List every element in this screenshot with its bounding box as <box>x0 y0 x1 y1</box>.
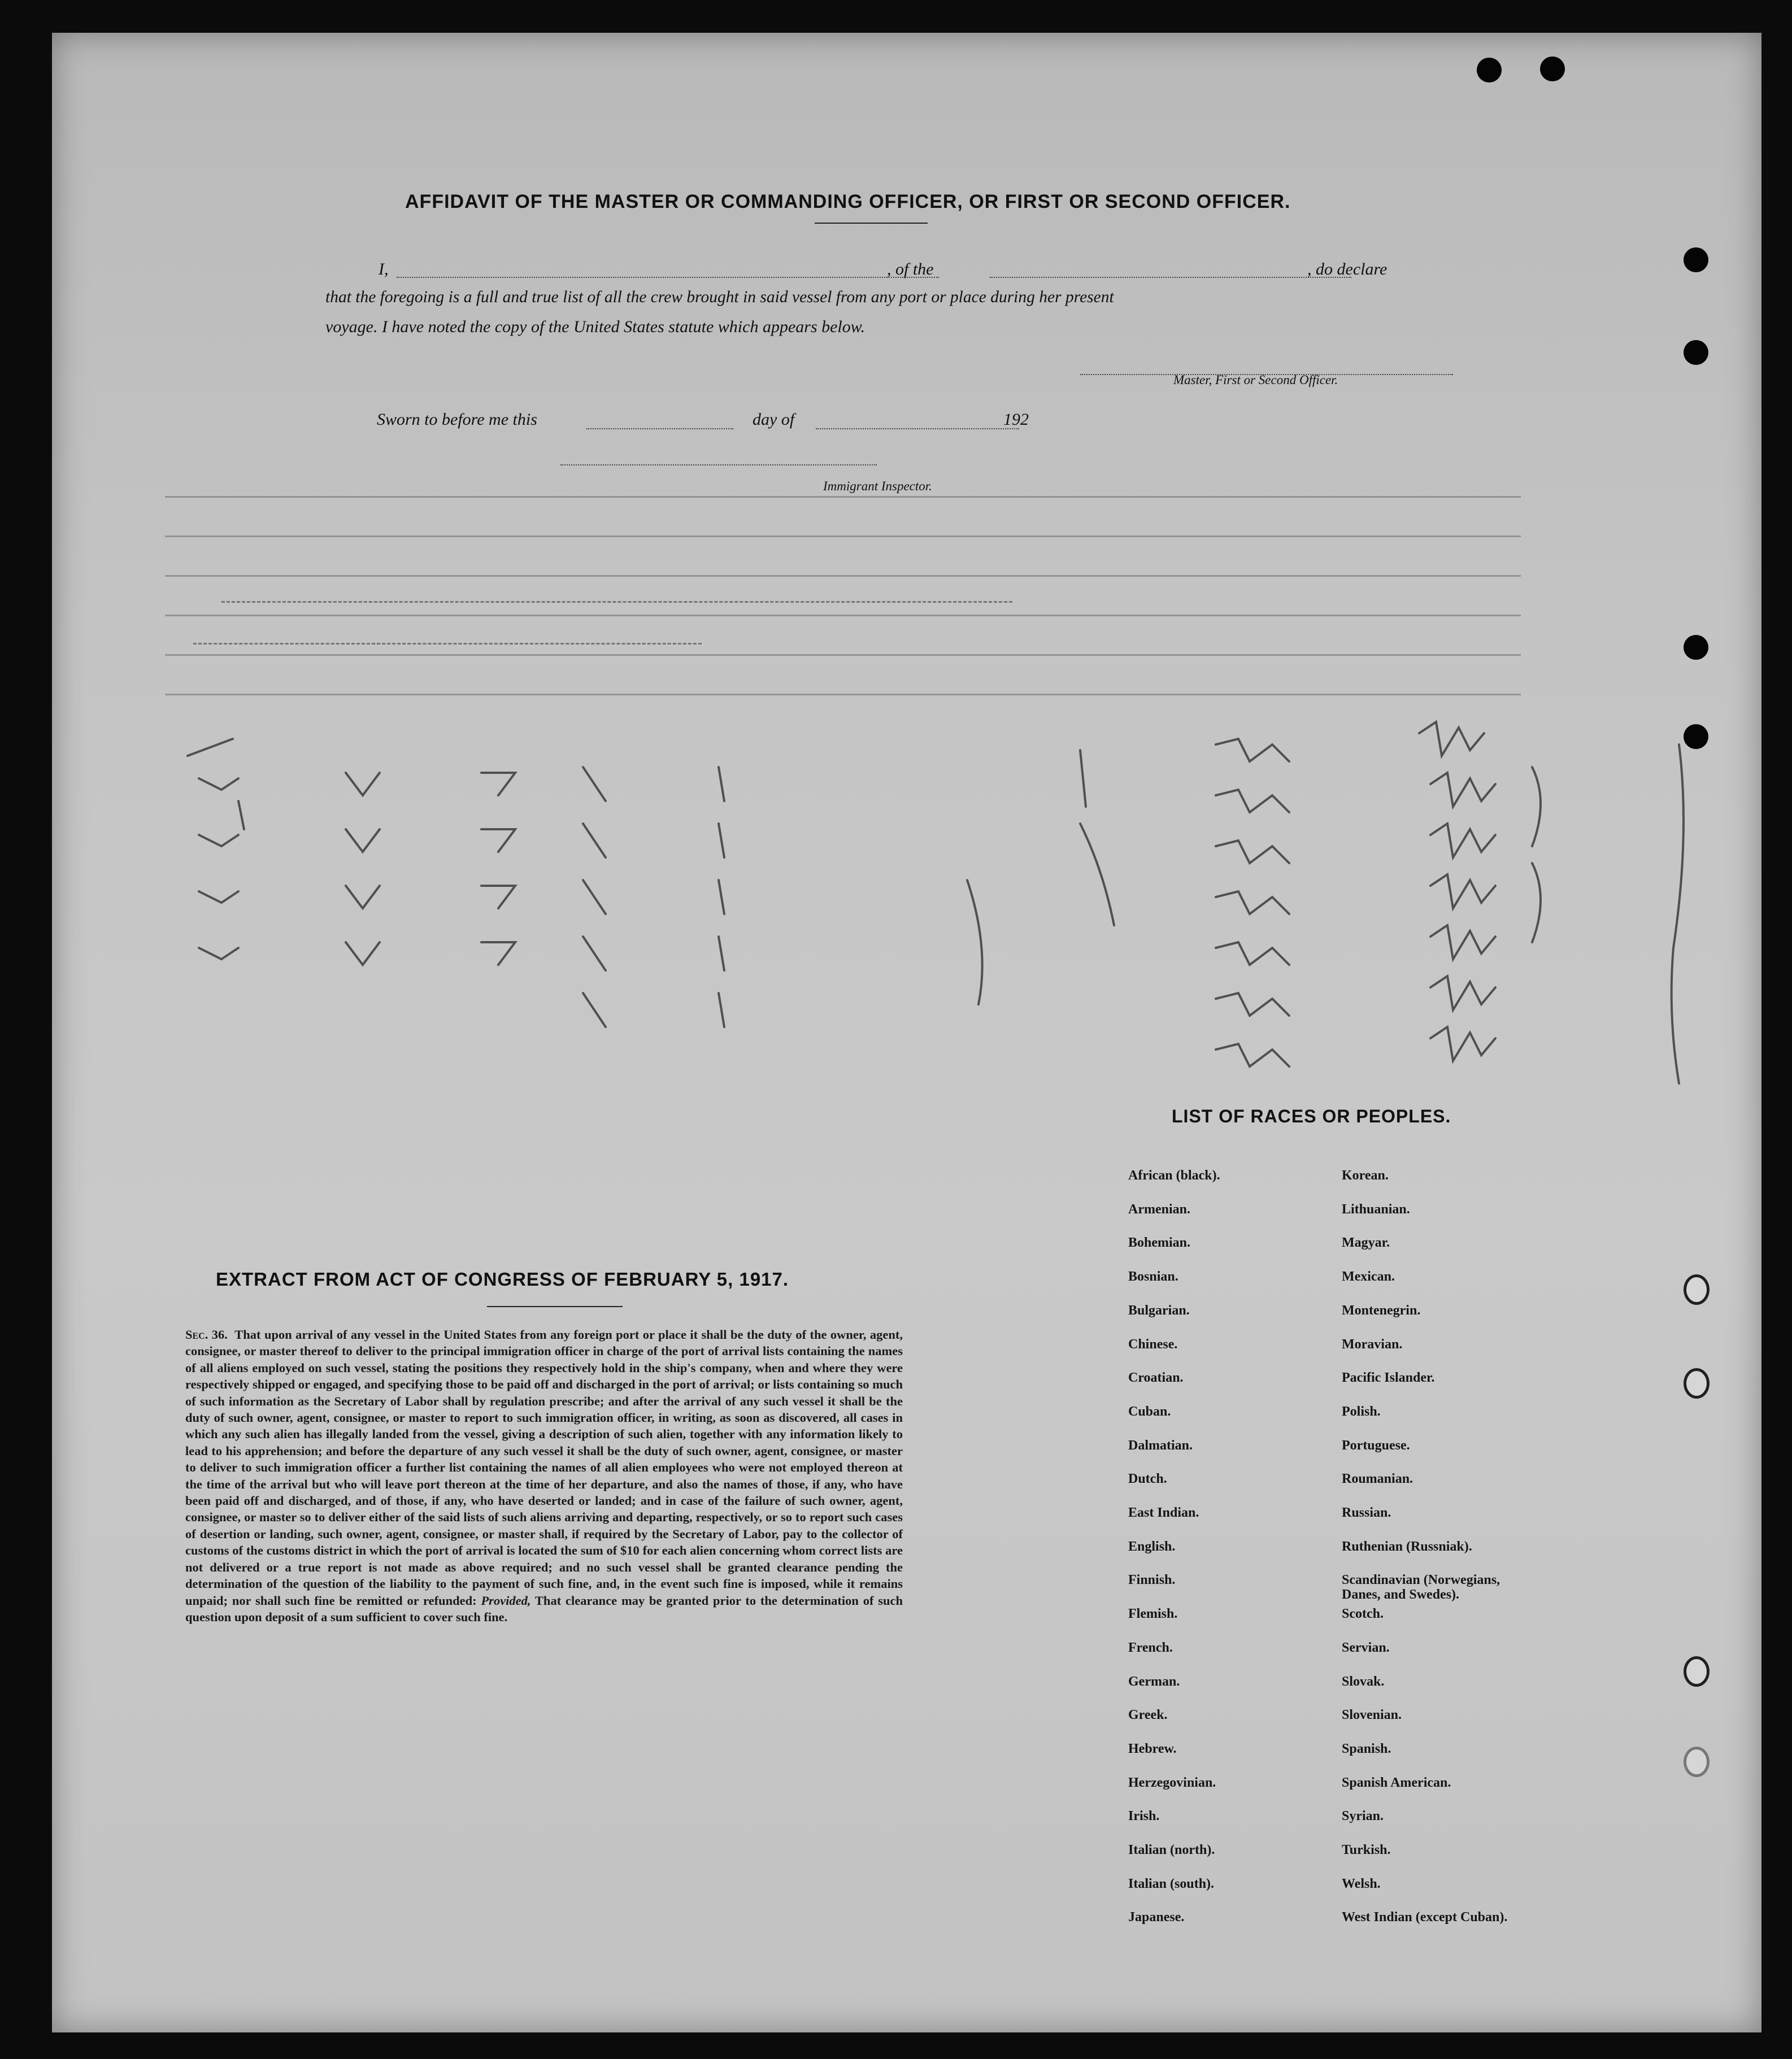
race-item: Dalmatian. <box>1128 1438 1193 1453</box>
race-item: West Indian (except Cuban). <box>1342 1910 1508 1925</box>
race-item: Spanish American. <box>1342 1775 1451 1790</box>
sworn-year: 192 <box>1003 410 1029 429</box>
race-item: Moravian. <box>1342 1337 1403 1352</box>
race-item: Magyar. <box>1342 1235 1390 1251</box>
affidavit-line2: that the foregoing is a full and true list of all the crew brought in said vessel from any port or place during her present <box>325 288 1114 306</box>
race-item: Roumanian. <box>1342 1472 1413 1487</box>
race-item: African (black). <box>1128 1168 1220 1183</box>
affidavit-line1-mid: , of the <box>887 260 934 278</box>
race-item: Scotch. <box>1342 1607 1384 1622</box>
sworn-day-of: day of <box>753 410 795 429</box>
sworn-text: Sworn to before me this <box>377 410 537 429</box>
race-item: Irish. <box>1128 1809 1160 1824</box>
race-item: Hebrew. <box>1128 1741 1177 1756</box>
race-item: Servian. <box>1342 1640 1390 1655</box>
race-item: Armenian. <box>1128 1202 1190 1217</box>
race-item: Ruthenian (Russniak). <box>1342 1539 1472 1554</box>
handwriting-marks <box>52 33 1761 2032</box>
extract-text: That upon arrival of any vessel in the United States from any foreign port or place it shall be the duty of the owner, agent, consignee, or master thereof to deliver to the principal immigration officer in charge of the port of arrival lists containing the names of all aliens employed on such vessel, stating the positions they respectively hold in the ship's company, when and where they were respectively shipped or engaged, and specifying those to be paid off and discharged in the port of arrival; or lists containing so much of such information as the Secretary of Labor shall by regulation prescribe; and after the arrival of any such vessel it shall be the duty of such owner, agent, consignee, or master to report to such immigration officer, in writing, as soon as discovered, all cases in which any such alien has illegally landed from the vessel, giving a description of such alien, together with any information likely to lead to his apprehension; and before the departure of any such vessel it shall be the duty of such owner, agent, consignee, or master to deliver to such immigration officer a further list containing the names of all alien employees who were not employed thereon at the time of the arrival but who will leave port thereon at the time of her departure, and also the names of those, if any, who have been paid off and discharged, and of those, if any, who have deserted or landed; and in case of the failure of such owner, agent, consignee, or master so to deliver either of the said lists of such aliens arriving and departing, respectively, or so to report such cases of desertion or landing, such owner, agent, consignee, or master shall, if required by the Secretary of Labor, pay to the collector of customs of the customs district in which the port of arrival is located the sum of $10 for each alien concerning whom correct lists are not delivered or a true report is not made as above required; and no such vessel shall be granted clearance pending the determination of the question of the liability to the payment of such fine, and, in the event such fine is imposed, while it remains unpaid; nor shall such fine be remitted or refunded: <box>185 1327 903 1608</box>
race-item: Syrian. <box>1342 1809 1384 1824</box>
race-item: Turkish. <box>1342 1843 1391 1857</box>
affidavit-line3: voyage. I have noted the copy of the United States statute which appears below. <box>325 317 865 336</box>
race-item: Italian (south). <box>1128 1876 1215 1891</box>
race-item: Montenegrin. <box>1342 1303 1421 1318</box>
extract-title-underline <box>487 1306 623 1307</box>
race-item: Cuban. <box>1128 1404 1171 1419</box>
signature-caption: Master, First or Second Officer. <box>1173 373 1338 387</box>
race-item: Portuguese. <box>1342 1438 1410 1453</box>
provided-label: Provided, <box>481 1593 531 1608</box>
races-title: LIST OF RACES OR PEOPLES. <box>1172 1106 1451 1126</box>
extract-text-end: That clearance may be granted prior to the determination of such question upon deposit of a sum sufficient to cover such fine. <box>185 1593 903 1624</box>
race-item: Italian (north). <box>1128 1843 1215 1857</box>
inspector-caption: Immigrant Inspector. <box>823 479 932 493</box>
extract-body <box>185 1326 903 1625</box>
race-item: Japanese. <box>1128 1910 1185 1925</box>
extract-title: EXTRACT FROM ACT OF CONGRESS OF FEBRUARY 5, 1917. <box>216 1269 789 1290</box>
document-page <box>52 33 1761 2032</box>
race-item: Lithuanian. <box>1342 1202 1410 1217</box>
race-item: Croatian. <box>1128 1370 1184 1386</box>
race-item: Pacific Islander. <box>1342 1370 1435 1386</box>
race-item: Spanish. <box>1342 1741 1391 1756</box>
race-item: French. <box>1128 1640 1173 1655</box>
section-label: Sec. 36. <box>185 1327 228 1342</box>
race-item: Bohemian. <box>1128 1235 1191 1251</box>
race-item: Bulgarian. <box>1128 1303 1190 1318</box>
race-item: Polish. <box>1342 1404 1381 1419</box>
race-item: Slovak. <box>1342 1674 1385 1689</box>
race-item: Korean. <box>1342 1168 1389 1183</box>
race-item: Finnish. <box>1128 1573 1176 1588</box>
race-item: Bosnian. <box>1128 1269 1178 1285</box>
race-item: Scandinavian (Norwegians, Danes, and Swedes). <box>1342 1573 1500 1603</box>
race-item: East Indian. <box>1128 1505 1199 1520</box>
race-item: Mexican. <box>1342 1269 1395 1285</box>
affidavit-line1-start: I, <box>379 260 389 278</box>
race-item: Slovenian. <box>1342 1708 1402 1723</box>
race-item: German. <box>1128 1674 1180 1689</box>
race-item: Herzegovinian. <box>1128 1775 1216 1790</box>
race-item: Russian. <box>1342 1505 1391 1520</box>
race-item: Greek. <box>1128 1708 1168 1723</box>
affidavit-line1-end: , do declare <box>1307 260 1388 278</box>
race-item: English. <box>1128 1539 1176 1554</box>
race-item: Chinese. <box>1128 1337 1178 1352</box>
affidavit-title: AFFIDAVIT OF THE MASTER OR COMMANDING OFFICER, OR FIRST OR SECOND OFFICER. <box>405 191 1291 212</box>
race-item: Welsh. <box>1342 1876 1381 1891</box>
race-item: Dutch. <box>1128 1472 1167 1487</box>
race-item: Flemish. <box>1128 1607 1178 1622</box>
